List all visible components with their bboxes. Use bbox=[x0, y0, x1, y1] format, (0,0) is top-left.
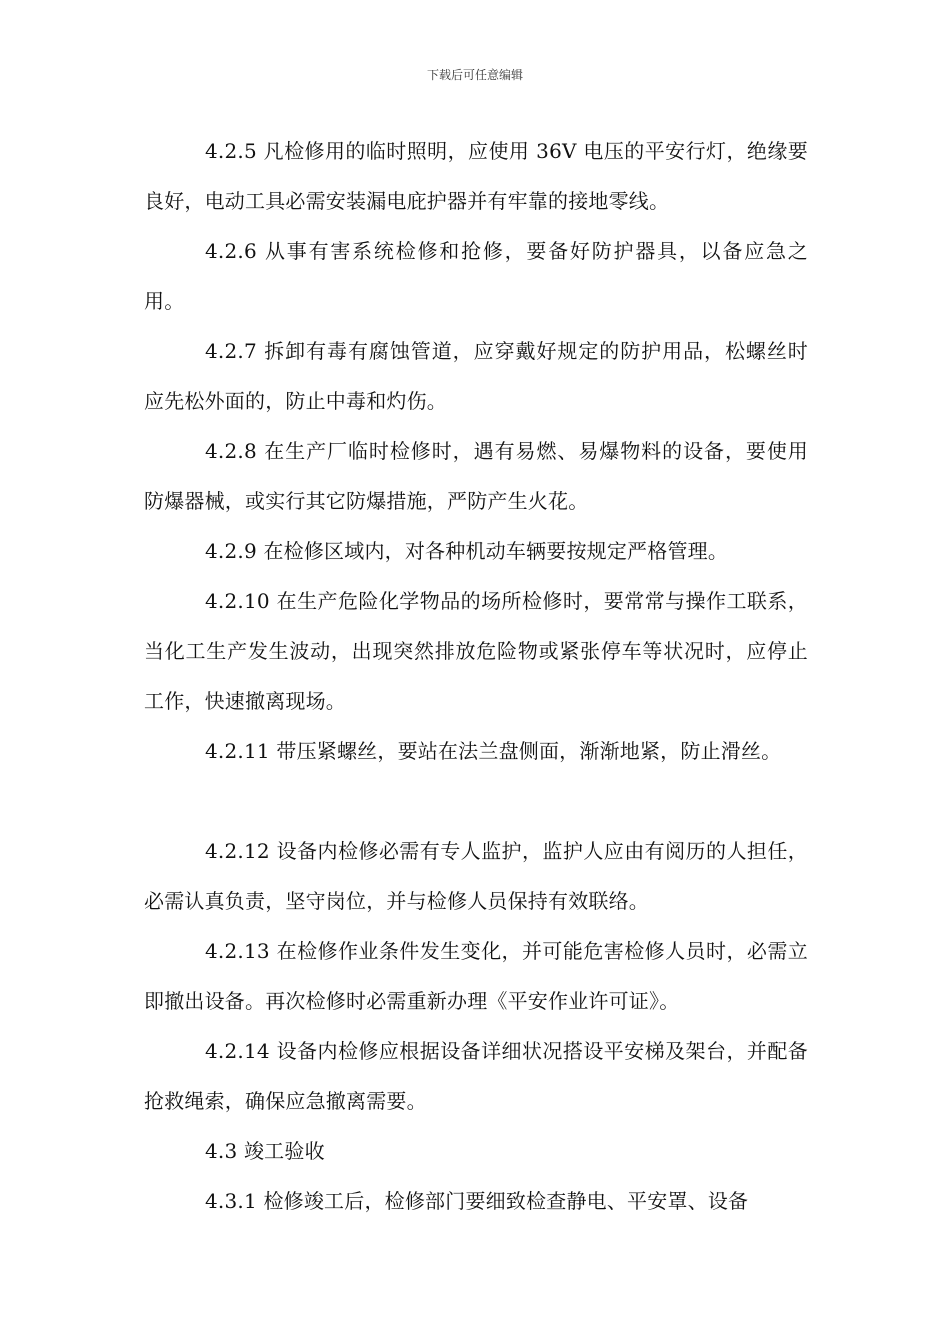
paragraph-4-2-14: 4.2.14 设备内检修应根据设备详细状况搭设平安梯及架台，并配备抢救绳索，确保应急撤离需要。 bbox=[144, 1039, 808, 1113]
paragraph-4-2-7: 4.2.7 拆卸有毒有腐蚀管道，应穿戴好规定的防护用品，松螺丝时应先松外面的，防止中毒和灼伤。 bbox=[144, 339, 808, 413]
blank-line bbox=[144, 776, 808, 826]
document-body bbox=[144, 126, 808, 1226]
paragraph-4-2-11: 4.2.11 带压紧螺丝，要站在法兰盘侧面，渐渐地紧，防止滑丝。 bbox=[205, 739, 782, 763]
paragraph-4-2-12: 4.2.12 设备内检修必需有专人监护，监护人应由有阅历的人担任，必需认真负责，坚守岗位，并与检修人员保持有效联络。 bbox=[144, 839, 808, 913]
section-heading-4-3: 4.3 竣工验收 bbox=[205, 1139, 325, 1163]
paragraph-4-2-8: 4.2.8 在生产厂临时检修时，遇有易燃、易爆物料的设备，要使用防爆器械，或实行其它防爆措施，严防产生火花。 bbox=[144, 439, 808, 513]
paragraph-4-2-13: 4.2.13 在检修作业条件发生变化，并可能危害检修人员时，必需立即撤出设备。再次检修时必需重新办理《平安作业许可证》。 bbox=[144, 939, 808, 1013]
paragraph-4-2-5: 4.2.5 凡检修用的临时照明，应使用 36V 电压的平安行灯，绝缘要良好，电动工具必需安装漏电庇护器并有牢靠的接地零线。 bbox=[144, 139, 808, 213]
paragraph-4-2-6: 4.2.6 从事有害系统检修和抢修，要备好防护器具，以备应急之用。 bbox=[144, 239, 808, 313]
page-header: 下载后可任意编辑 bbox=[426, 68, 523, 82]
paragraph-4-3-1: 4.3.1 检修竣工后，检修部门要细致检查静电、平安罩、设备 bbox=[205, 1189, 749, 1213]
paragraph-4-2-9: 4.2.9 在检修区域内，对各种机动车辆要按规定严格管理。 bbox=[205, 539, 729, 563]
paragraph-4-2-10: 4.2.10 在生产危险化学物品的场所检修时，要常常与操作工联系，当化工生产发生波动，出现突然排放危险物或紧张停车等状况时，应停止工作，快速撤离现场。 bbox=[144, 589, 808, 713]
